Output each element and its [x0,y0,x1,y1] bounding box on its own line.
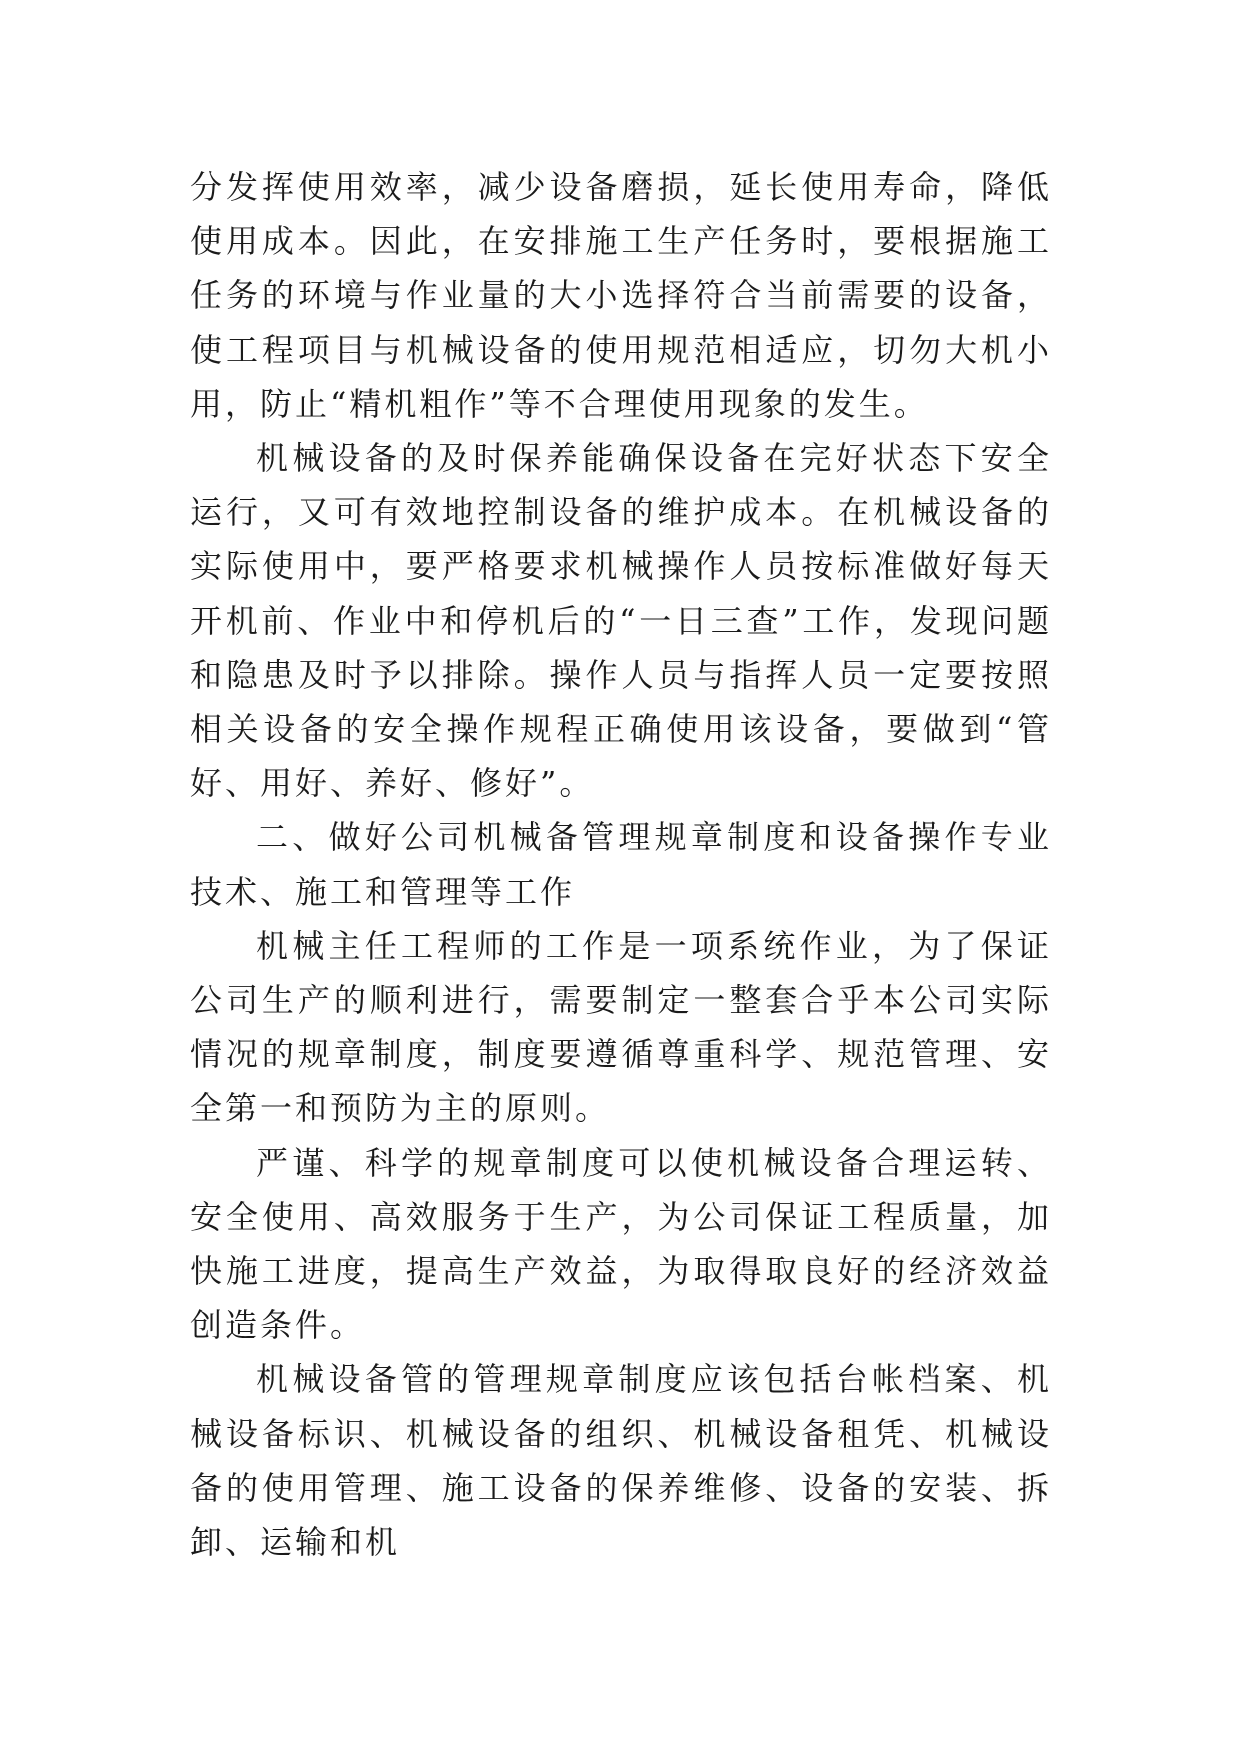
paragraph-equipment-maintenance: 机械设备的及时保养能确保设备在完好状态下安全运行，又可有效地控制设备的维护成本。在机械设备的实际使用中，要严格要求机械操作人员按标准做好每天开机前、作业中和停机后的“一日三查”工作，发现问题和隐患及时予以排除。操作人员与指挥人员一定要按照相关设备的安全操作规程正确使用该设备，要做到“管好、用好、养好、修好”。 [190,439,1052,803]
paragraph-regulation-contents: 机械设备管的管理规章制度应该包括台帐档案、机械设备标识、机械设备的组织、机械设备租凭、机械设备的使用管理、施工设备的保养维修、设备的安装、拆卸、运输和机 [190,1360,1052,1562]
document-body [190,160,1052,1569]
paragraph-continuation: 分发挥使用效率，减少设备磨损，延长使用寿命，降低使用成本。因此，在安排施工生产任务时，要根据施工任务的环境与作业量的大小选择符合当前需要的设备，使工程项目与机械设备的使用规范相适应，切勿大机小用，防止“精机粗作”等不合理使用现象的发生。 [190,168,1052,423]
paragraph-chief-engineer-work: 机械主任工程师的工作是一项系统作业，为了保证公司生产的顺利进行，需要制定一整套合乎本公司实际情况的规章制度，制度要遵循尊重科学、规范管理、安全第一和预防为主的原则。 [190,926,1052,1128]
paragraph-rigorous-regulations: 严谨、科学的规章制度可以使机械设备合理运转、安全使用、高效服务于生产，为公司保证工程质量，加快施工进度，提高生产效益，为取得取良好的经济效益创造条件。 [190,1143,1052,1345]
section-heading-rules-and-regulations: 二、做好公司机械备管理规章制度和设备操作专业技术、施工和管理等工作 [190,818,1052,911]
